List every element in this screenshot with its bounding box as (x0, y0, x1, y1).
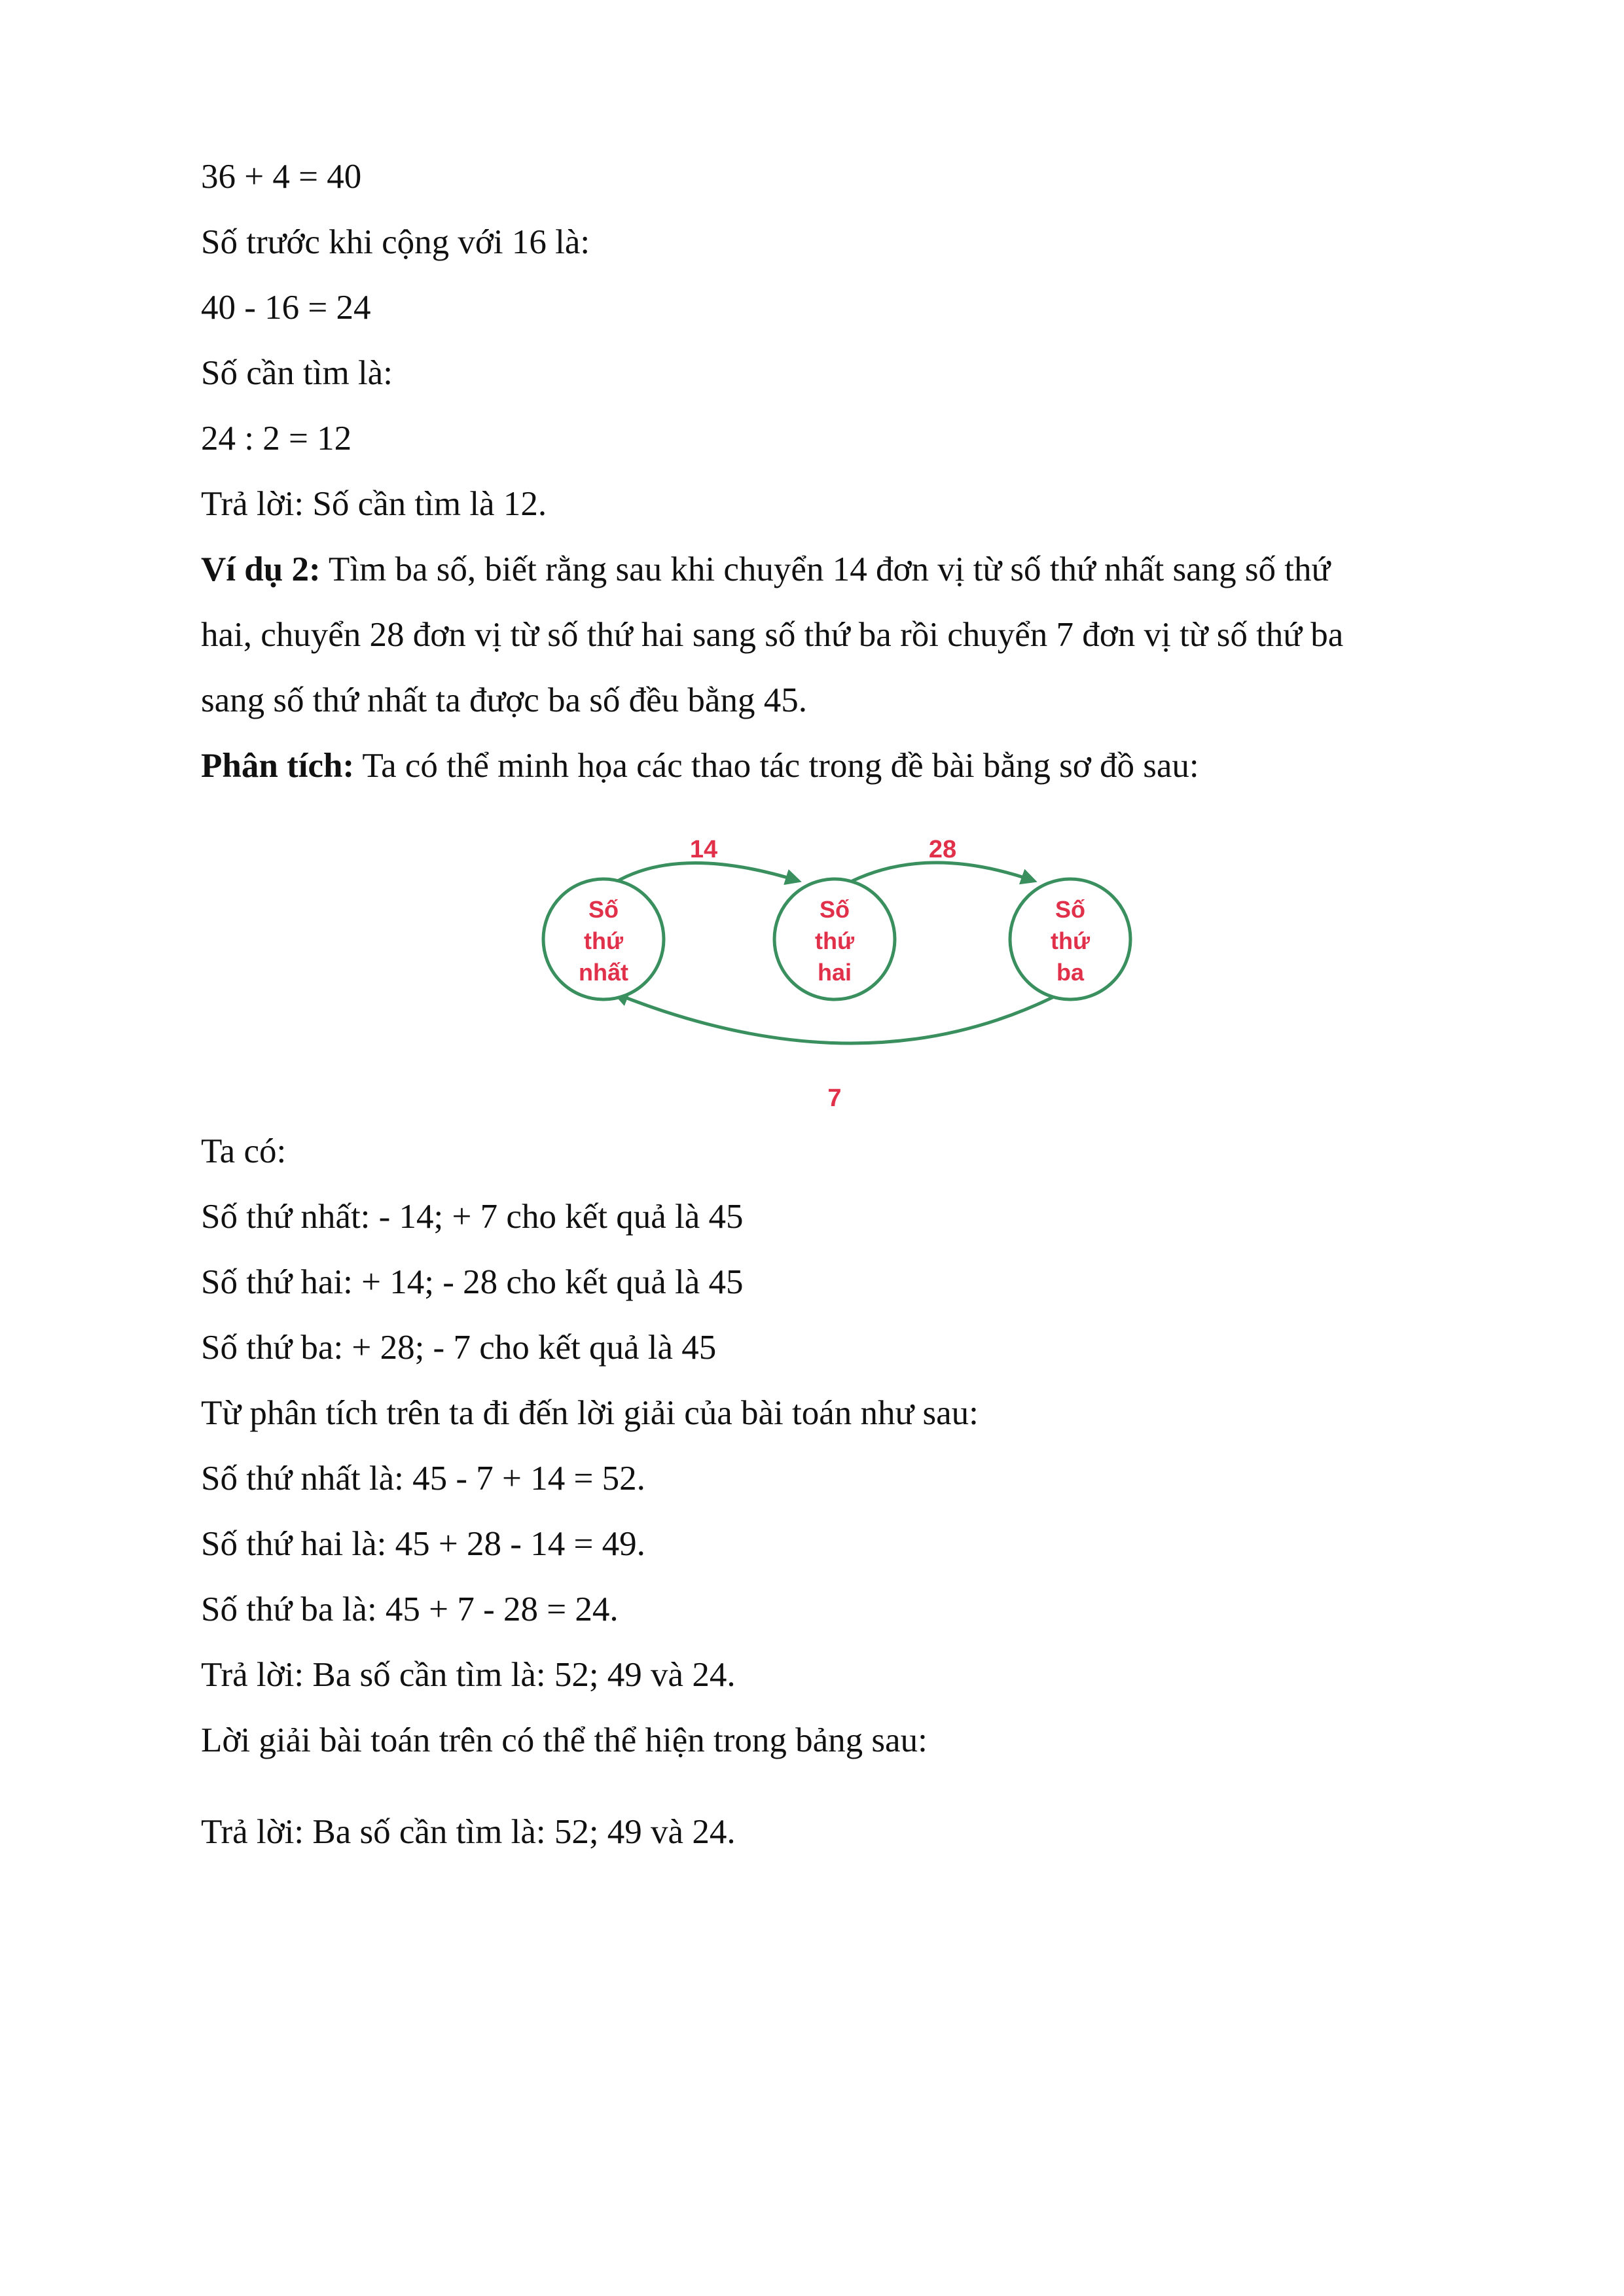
arrow-first-to-second (615, 863, 799, 882)
arrow-label-14: 14 (689, 836, 718, 863)
example-2-line-2: hai, chuyển 28 đơn vị từ số thứ hai sang số thứ ba rồi chuyển 7 đơn vị từ số thứ ba (201, 616, 1344, 654)
answer-example-2-repeat: Trả lời: Ba số cần tìm là: 52; 49 và 24. (201, 1813, 736, 1851)
arrow-label-7: 7 (827, 1085, 842, 1112)
answer-example-1: Trả lời: Số cần tìm là 12. (201, 485, 547, 523)
equation-36-plus-4: 36 + 4 = 40 (201, 158, 362, 196)
second-number-result: Số thứ hai là: 45 + 28 - 14 = 49. (201, 1525, 645, 1563)
arrow-label-28: 28 (928, 836, 957, 863)
node-first-line-2: thứ (583, 927, 624, 954)
example-2-line-1 (201, 548, 1484, 590)
ta-co: Ta có: (201, 1132, 287, 1170)
node-third-number (1010, 879, 1130, 999)
node-third-line-1: Số (1055, 896, 1086, 923)
first-number-result: Số thứ nhất là: 45 - 7 + 14 = 52. (201, 1460, 645, 1498)
analysis-text: Ta có thể minh họa các thao tác trong đề bài bằng sơ đồ sau: (354, 747, 1199, 785)
node-third-line-3: ba (1056, 959, 1085, 986)
text-number-to-find: Số cần tìm là: (201, 354, 393, 392)
second-number-ops: Số thứ hai: + 14; - 28 cho kết quả là 45 (201, 1263, 744, 1301)
example-2-label: Ví dụ 2: (201, 550, 321, 588)
table-intro: Lời giải bài toán trên có thể thể hiện trong bảng sau: (201, 1721, 928, 1759)
equation-24-div-2: 24 : 2 = 12 (201, 420, 352, 457)
node-first-number (543, 879, 664, 999)
third-number-ops: Số thứ ba: + 28; - 7 cho kết quả là 45 (201, 1329, 717, 1367)
transfer-diagram (537, 831, 1139, 1119)
node-second-line-2: thứ (814, 927, 855, 954)
node-second-line-3: hai (817, 959, 852, 986)
example-2-line-3: sang số thứ nhất ta được ba số đều bằng 45. (201, 681, 807, 719)
node-third-line-2: thứ (1050, 927, 1091, 954)
arrow-third-to-first (615, 994, 1060, 1043)
analysis-label: Phân tích: (201, 747, 355, 785)
first-number-ops: Số thứ nhất: - 14; + 7 cho kết quả là 45 (201, 1198, 744, 1236)
example-2-text-1: Tìm ba số, biết rằng sau khi chuyển 14 đơn vị từ số thứ nhất sang số thứ (320, 550, 1331, 588)
analysis-line (201, 745, 1484, 787)
node-second-number (774, 879, 895, 999)
node-first-line-3: nhất (579, 959, 628, 986)
answer-example-2: Trả lời: Ba số cần tìm là: 52; 49 và 24. (201, 1656, 736, 1694)
text-before-adding-16: Số trước khi cộng với 16 là: (201, 223, 590, 261)
equation-40-minus-16: 40 - 16 = 24 (201, 289, 371, 327)
arrow-second-to-third (852, 863, 1034, 881)
solution-intro: Từ phân tích trên ta đi đến lời giải của bài toán như sau: (201, 1394, 979, 1432)
third-number-result: Số thứ ba là: 45 + 7 - 28 = 24. (201, 1590, 619, 1628)
node-second-line-1: Số (819, 896, 850, 923)
node-first-line-1: Số (588, 896, 619, 923)
